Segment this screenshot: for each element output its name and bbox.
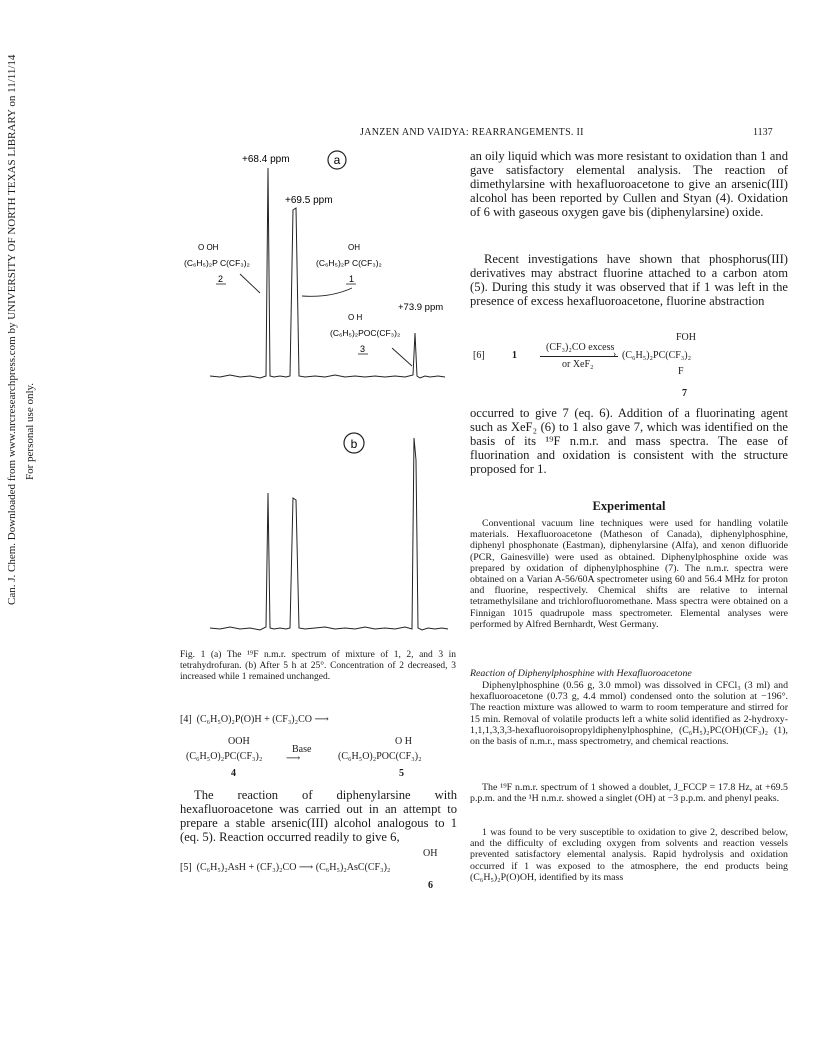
right-paragraph-1: an oily liquid which was more resistant to oxidation than 1 and gave satisfactory elemental analysis. The reaction of dimethylarsine with hexafluoroacetone to give an arsenic(III) alcohol has been reported by Cullen and Styan (4). Oxidation of 6 with gaseous oxygen gave bis (diphenylarsine) oxide. xyxy=(470,149,788,219)
nmr-figure xyxy=(180,148,460,658)
eq6-under: F xyxy=(678,366,684,377)
cmpd-1: (C₆H₅)₂P C(CF₃)₂ xyxy=(316,258,382,268)
running-head: JANZEN AND VAIDYA: REARRANGEMENTS. II xyxy=(360,127,584,138)
eq4-tag: [4] xyxy=(180,714,192,725)
cmpd-2: (C₆H₅)₂P C(CF₃)₂ xyxy=(184,258,250,268)
equation-4 xyxy=(180,714,465,725)
eq5-over: OH xyxy=(423,848,438,859)
eq6-product: (C₆H₅)₂PC(CF₃)₂ xyxy=(622,350,692,361)
eq4-right: (C₆H₅O)₂POC(CF₃)₂ xyxy=(338,751,422,762)
eq4-num-left: 4 xyxy=(231,768,236,779)
experimental-paragraph-3: The ¹⁹F n.m.r. spectrum of 1 showed a doublet, J_FCCP = 17.8 Hz, at +69.5 p.p.m. and the ¹H n.m.r. showed a singlet (OH) at −3 p.p.m. and phenyl peaks. xyxy=(470,782,788,805)
cmpd-1-num: 1 xyxy=(349,274,355,284)
eq4-arrow: ⟶ xyxy=(286,753,301,764)
eq4-num-right: 5 xyxy=(399,768,404,779)
side-note-line1: Can. J. Chem. Downloaded from www.nrcresearchpress.com by UNIVERSITY OF NORTH TEXAS LIBRARY on 11/11/14 xyxy=(6,54,18,605)
eq6-below: or XeF₂ xyxy=(562,359,594,370)
cmpd-2-num: 2 xyxy=(218,274,224,284)
experimental-paragraph-2: Diphenylphosphine (0.56 g, 3.0 mmol) was dissolved in CFCl₃ (3 ml) and hexafluoroacetone (0.73 g, 4.4 mmol) condensed onto the solution at −196°. The reaction mixture was allowed to warm to room temperature and stirred for 15 min. Removal of volatile products left a white solid identified as 2-hydroxy-1,1,1,3,3,3-hexafluoroisopropyldiphenylphosphine, (C₆H₅)₂PC(OH)(CF₃)₂ (1), on the basis of n.m.r., mass spectrometry, and chemical reactions. xyxy=(470,680,788,748)
eq6-tag: [6] xyxy=(473,350,485,361)
equation-5 xyxy=(180,862,465,873)
eq4-over-right: O H xyxy=(395,736,412,747)
eq4-left: (C₆H₅O)₂PC(CF₃)₂ xyxy=(186,751,263,762)
side-download-note xyxy=(6,54,46,605)
cmpd-2-top: O OH xyxy=(198,243,219,252)
eq6-reactant: 1 xyxy=(512,350,517,361)
figure-caption: Fig. 1 (a) The ¹⁹F n.m.r. spectrum of mixture of 1, 2, and 3 in tetrahydrofuran. (b) After 5 h at 25°. Concentration of 2 decreased, 3 increased while 1 remained unchanged. xyxy=(180,650,456,682)
page-number: 1137 xyxy=(753,127,773,138)
eq4-over-left: OOH xyxy=(228,736,250,747)
eq6-arrow-head: › xyxy=(613,349,617,360)
peak-label-69: +69.5 ppm xyxy=(285,195,333,206)
eq5-tag: [5] xyxy=(180,862,192,873)
left-paragraph: The reaction of diphenylarsine with hexafluoroacetone was carried out in an attempt to prepare a stable arsenic(III) alcohol analogous to 1 (eq. 5). Reaction occurred readily to give 6, xyxy=(180,788,457,844)
panel-b-label: b xyxy=(350,437,358,451)
experimental-paragraph: Conventional vacuum line techniques were used for handling volatile materials. Hexafluoroacetone (Matheson of Canada), diphenylphosphine, diphenyl phosphonate (Eastman), diphenylarsine (Alfa), and xenon difluoride (PCR, Gainesville) were used as obtained. Diphenylphosphine oxide was prepared by oxidation of diphenylphosphine (7). The n.m.r. spectra were obtained on a Varian A-56/60A spectrometer using 60 and 56.4 MHz for proton and fluorine, respectively. Chemical shifts are relative to internal tetramethylsilane and trichlorofluoromethane. Mass spectra were obtained on a Finnigan 1015 quadrupole mass spectrometer. Elemental analyses were performed by Alfred Bernhardt, West Germany. xyxy=(470,518,788,630)
side-note-line2: For personal use only. xyxy=(24,382,36,480)
peak-label-73: +73.9 ppm xyxy=(398,302,444,313)
experimental-heading: Experimental xyxy=(592,499,666,513)
eq5-num: 6 xyxy=(428,880,433,891)
eq4-arrow-label: Base xyxy=(292,744,312,755)
cmpd-3-top: O H xyxy=(348,313,363,322)
peak-label-68: +68.4 ppm xyxy=(242,154,290,165)
panel-a-label: a xyxy=(333,153,341,167)
cmpd-1-top: OH xyxy=(348,243,360,252)
right-paragraph-3: occurred to give 7 (eq. 6). Addition of a fluorinating agent such as XeF₂ (6) to 1 also gave 7, which was identified on the basis of its ¹⁹F n.m.r. and mass spectra. The ease of fluorination and oxidation is consistent with the structure proposed for 1. xyxy=(470,406,788,476)
cmpd-3: (C₆H₅)₂POC(CF₃)₂ xyxy=(330,328,401,338)
experimental-paragraph-4: 1 was found to be very susceptible to oxidation to give 2, described below, and the difficulty of excluding oxygen from solvents and reaction vessels prevented satisfactory elemental analysis. Rapid hydrolysis and oxidation occurred if 1 was exposed to the atmosphere, the end products being (C₆H₅)₂P(O)OH, identified by its mass xyxy=(470,827,788,883)
eq6-above: (CF₃)₂CO excess xyxy=(546,342,615,353)
eq5-text: (C₆H₅)₂AsH + (CF₃)₂CO ⟶ (C₆H₅)₂AsC(CF₃)₂ xyxy=(196,862,391,873)
experimental-subheading: Reaction of Diphenylphosphine with Hexafluoroacetone xyxy=(470,668,692,679)
eq6-num: 7 xyxy=(682,388,687,399)
eq6-over: FOH xyxy=(676,332,697,343)
eq6-arrow-line xyxy=(540,356,618,357)
eq4-reactants: (C₆H₅O)₂P(O)H + (CF₃)₂CO ⟶ xyxy=(196,714,329,725)
cmpd-3-num: 3 xyxy=(360,344,366,354)
spectrum-b-trace xyxy=(210,438,448,630)
right-paragraph-2: Recent investigations have shown that phosphorus(III) derivatives may abstract fluorine attached to a carbon atom (5). During this study it was observed that if 1 was left in the presence of excess hexafluoroacetone, fluorine abstraction xyxy=(470,252,788,308)
